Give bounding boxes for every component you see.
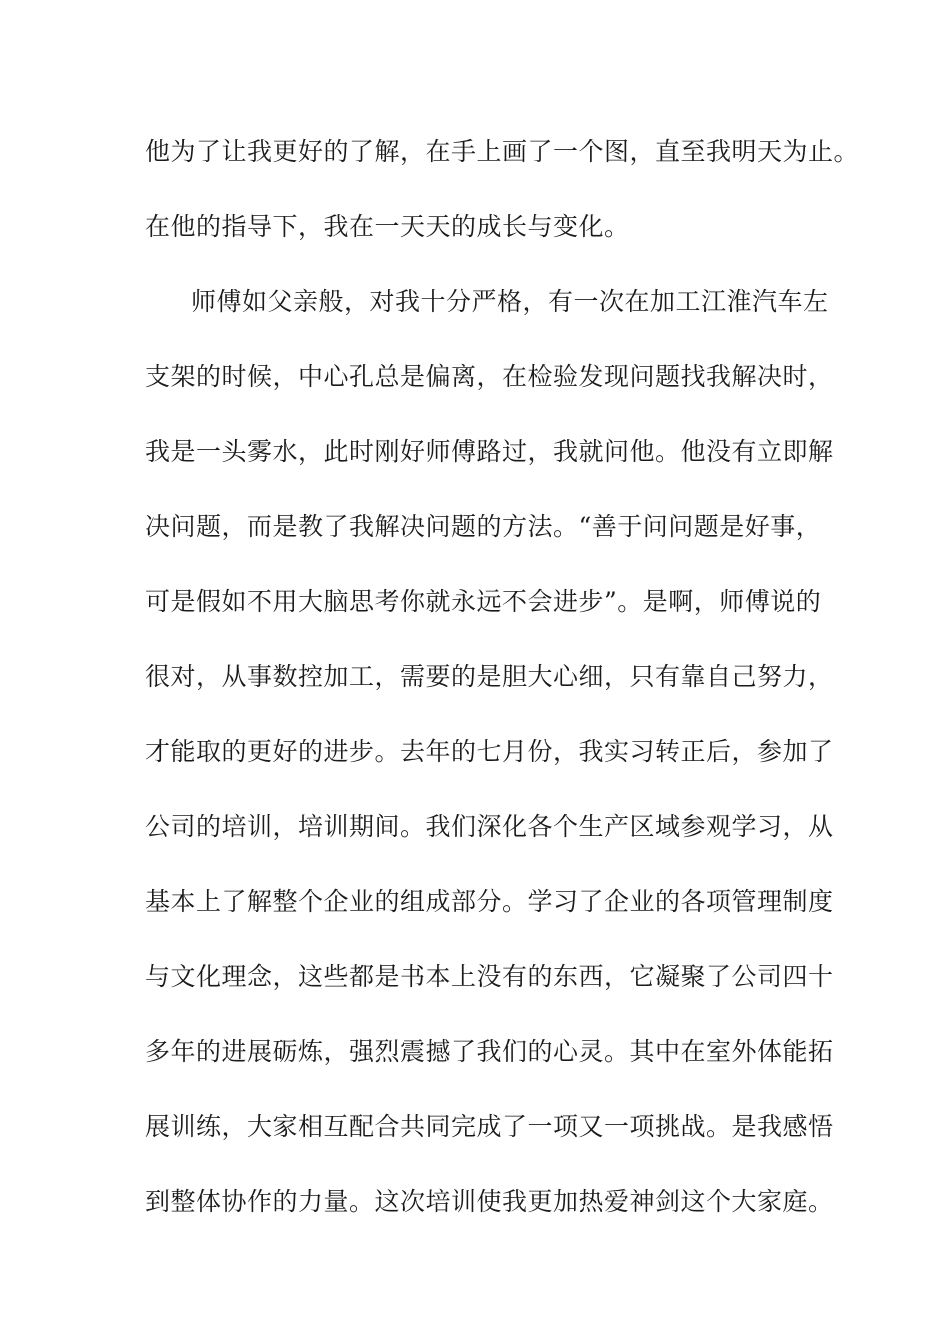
text-line: 公司的培训，培训期间。我们深化各个生产区域参观学习，从 <box>145 812 834 841</box>
text-line: 我是一头雾水，此时刚好师傅路过，我就问他。他没有立即解 <box>145 437 834 466</box>
text-line: 展训练，大家相互配合共同完成了一项又一项挑战。是我感悟 <box>145 1112 834 1141</box>
text-line: 到整体协作的力量。这次培训使我更加热爱神剑这个大家庭。 <box>145 1187 834 1216</box>
paragraph-start-line: 师傅如父亲般，对我十分严格，有一次在加工江淮汽车左 <box>191 287 829 316</box>
text-line: 多年的进展砺炼，强烈震撼了我们的心灵。其中在室外体能拓 <box>145 1037 834 1066</box>
text-line: 支架的时候，中心孔总是偏离，在检验发现问题找我解决时， <box>145 362 834 391</box>
text-line: 与文化理念，这些都是书本上没有的东西，它凝聚了公司四十 <box>145 962 834 991</box>
text-line: 才能取的更好的进步。去年的七月份，我实习转正后，参加了 <box>145 737 834 766</box>
text-line: 可是假如不用大脑思考你就永远不会进步”。是啊，师傅说的 <box>145 587 822 616</box>
body-text <box>145 130 860 1255</box>
text-line: 在他的指导下，我在一天天的成长与变化。 <box>145 212 630 241</box>
text-line: 他为了让我更好的了解，在手上画了一个图，直至我明天为止。 <box>145 137 860 166</box>
text-line: 很对，从事数控加工，需要的是胆大心细，只有靠自己努力， <box>145 662 834 691</box>
text-line: 基本上了解整个企业的组成部分。学习了企业的各项管理制度 <box>145 887 834 916</box>
text-line: 决问题，而是教了我解决问题的方法。“善于问问题是好事， <box>145 512 822 541</box>
